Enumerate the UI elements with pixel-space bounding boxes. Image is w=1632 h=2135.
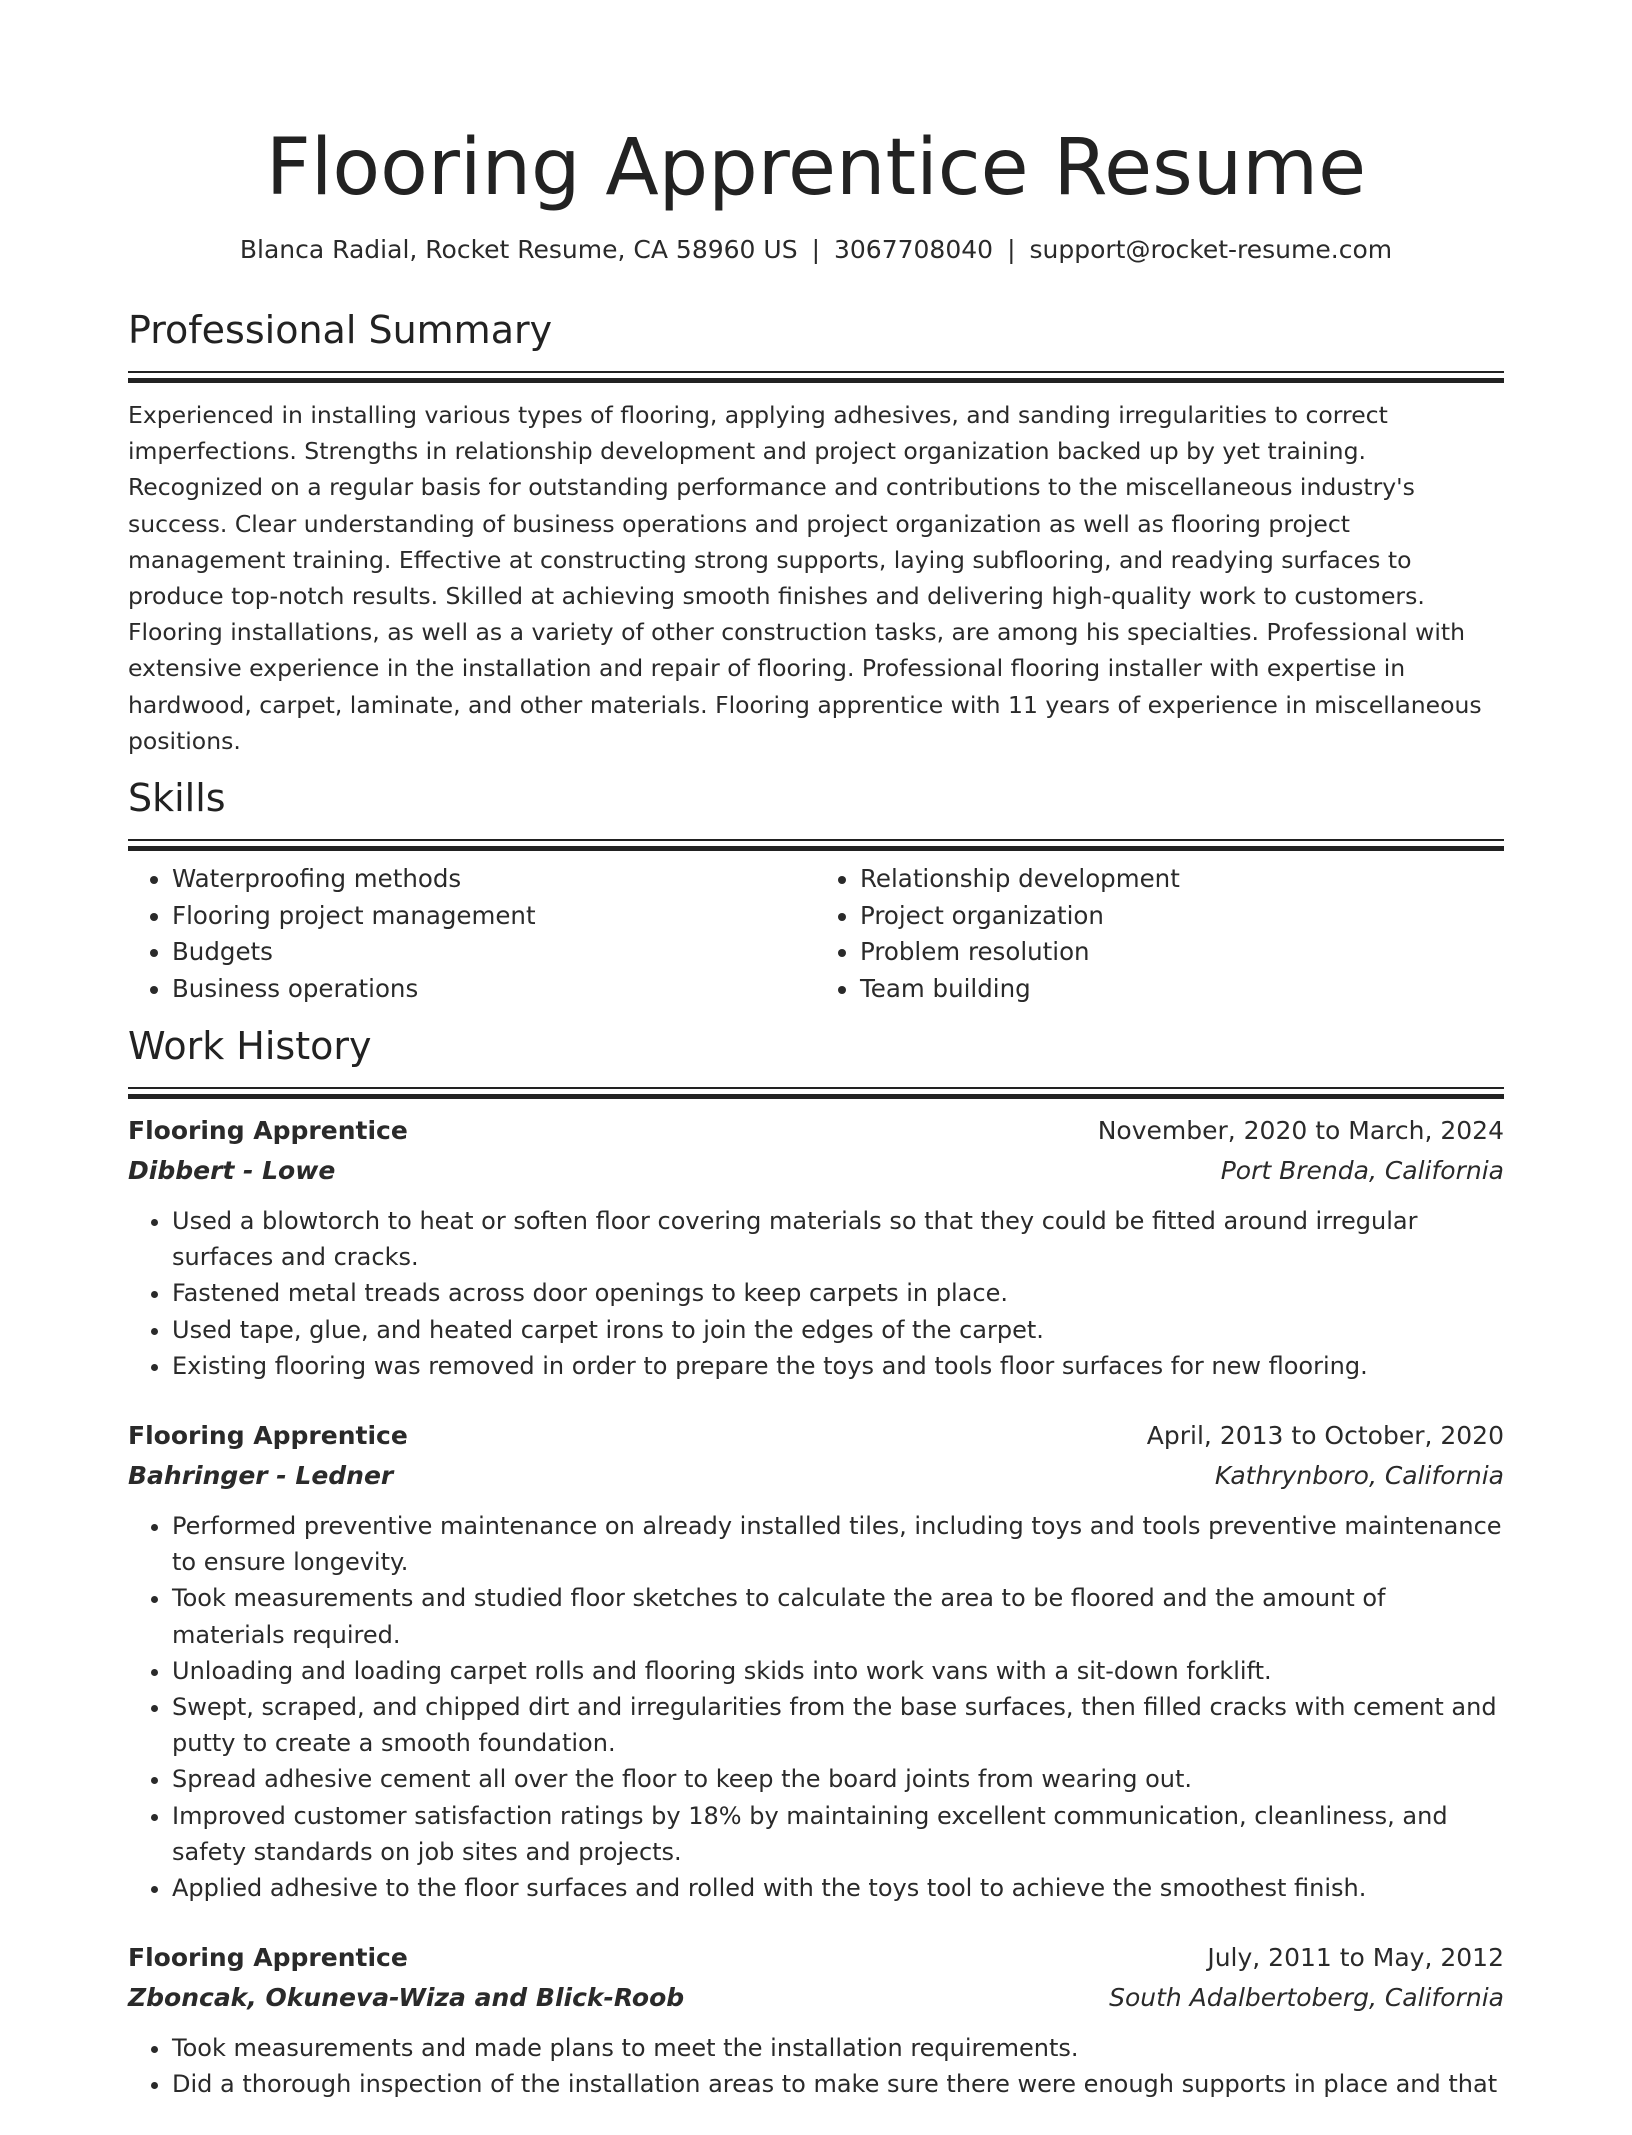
job-bullet: • Performed preventive maintenance on already installed tiles, including toys and tools preventive maintenance to ensure longevity. (172, 1508, 1504, 1580)
job-bullet: • Took measurements and studied floor sketches to calculate the area to be floored and the amount of materials required. (172, 1580, 1504, 1652)
job-company: Zboncak, Okuneva-Wiza and Blick-Roob (128, 1983, 685, 2013)
resume-title: Flooring Apprentice Resume (265, 123, 1367, 213)
job-company: Bahringer - Ledner (128, 1461, 394, 1491)
skills-column-left (128, 861, 816, 1007)
job-company: Dibbert - Lowe (128, 1156, 336, 1186)
skills-column-right (816, 861, 1504, 1007)
work-history-heading: Work History (128, 1024, 372, 1069)
skill-item: • Project organization (860, 898, 1504, 935)
job-bullet: • Unloading and loading carpet rolls and flooring skids into work vans with a sit-down forklift. (172, 1653, 1504, 1689)
skills-list (128, 861, 1504, 1007)
job-bullet: • Existing flooring was removed in order to prepare the toys and tools floor surfaces for new flooring. (172, 1348, 1504, 1384)
skill-item: • Team building (860, 971, 1504, 1008)
job-bullet: • Did a thorough inspection of the installation areas to make sure there were enough supports in place and that (172, 2066, 1504, 2102)
job-dates: April, 2013 to October, 2020 (1146, 1421, 1504, 1451)
job-dates: November, 2020 to March, 2024 (1097, 1116, 1504, 1146)
contact-address: Blanca Radial, Rocket Resume, CA 58960 US (239, 235, 798, 264)
skill-item: • Relationship development (860, 861, 1504, 898)
contact-separator: | (811, 235, 820, 264)
job-bullets (128, 1203, 1504, 1384)
job-bullets (128, 1508, 1504, 1906)
job-location: Port Brenda, California (1220, 1156, 1504, 1186)
job-title: Flooring Apprentice (128, 1116, 408, 1146)
job-bullet: • Used a blowtorch to heat or soften floor covering materials so that they could be fitted around irregular surfaces and cracks. (172, 1203, 1504, 1275)
section-divider (128, 1087, 1504, 1099)
section-divider (128, 371, 1504, 383)
job-location: South Adalbertoberg, California (1109, 1983, 1504, 2013)
skill-item: • Problem resolution (860, 934, 1504, 971)
skills-heading: Skills (128, 776, 226, 821)
job-entry (128, 1416, 1504, 1906)
skill-item: • Waterproofing methods (172, 861, 816, 898)
job-entry (128, 1938, 1504, 2102)
job-bullet: • Applied adhesive to the floor surfaces and rolled with the toys tool to achieve the smoothest finish. (172, 1870, 1504, 1906)
job-bullet: • Used tape, glue, and heated carpet irons to join the edges of the carpet. (172, 1312, 1504, 1348)
job-bullet: • Swept, scraped, and chipped dirt and irregularities from the base surfaces, then filled cracks with cement and putty to create a smooth foundation. (172, 1689, 1504, 1761)
work-history-section (128, 1021, 1504, 2103)
section-divider (128, 839, 1504, 851)
contact-line (128, 232, 1504, 268)
skill-item: • Flooring project management (172, 898, 816, 935)
job-title: Flooring Apprentice (128, 1943, 408, 1973)
job-entry (128, 1111, 1504, 1384)
skill-item: • Budgets (172, 934, 816, 971)
job-bullets (128, 2030, 1504, 2102)
resume-page (128, 0, 1504, 2135)
job-location: Kathrynboro, California (1214, 1461, 1504, 1491)
job-bullet: • Spread adhesive cement all over the floor to keep the board joints from wearing out. (172, 1761, 1504, 1797)
summary-text: Experienced in installing various types of flooring, applying adhesives, and sanding irregularities to correct imperfections. Strengths in relationship development and project organization backed up by yet training. Recognized on a regular basis for outstanding performance and contributions to the miscellaneous industry's success. Clear understanding of business operations and project organization as well as flooring project management training. Effective at constructing strong supports, laying subflooring, and readying surfaces to produce top-notch results. Skilled at achieving smooth finishes and delivering high-quality work to customers. Flooring installations, as well as a variety of other construction tasks, are among his specialties. Professional with extensive experience in the installation and repair of flooring. Professional flooring installer with expertise in hardwood, carpet, laminate, and other materials. Flooring apprentice with 11 years of experience in miscellaneous positions. (128, 401, 1482, 755)
job-bullet: • Fastened metal treads across door openings to keep carpets in place. (172, 1275, 1504, 1311)
contact-email[interactable]: support@rocket-resume.com (1029, 235, 1393, 264)
skill-item: • Business operations (172, 971, 816, 1008)
summary-section (128, 305, 1504, 759)
job-title: Flooring Apprentice (128, 1421, 408, 1451)
summary-heading: Professional Summary (128, 308, 553, 352)
contact-separator: | (1007, 235, 1016, 264)
job-bullet: • Took measurements and made plans to meet the installation requirements. (172, 2030, 1504, 2066)
job-dates: July, 2011 to May, 2012 (1207, 1943, 1504, 1973)
job-bullet: • Improved customer satisfaction ratings by 18% by maintaining excellent communication, cleanliness, and safety standards on job sites and projects. (172, 1798, 1504, 1870)
contact-phone: 3067708040 (834, 235, 994, 264)
skills-section (128, 773, 1504, 1007)
